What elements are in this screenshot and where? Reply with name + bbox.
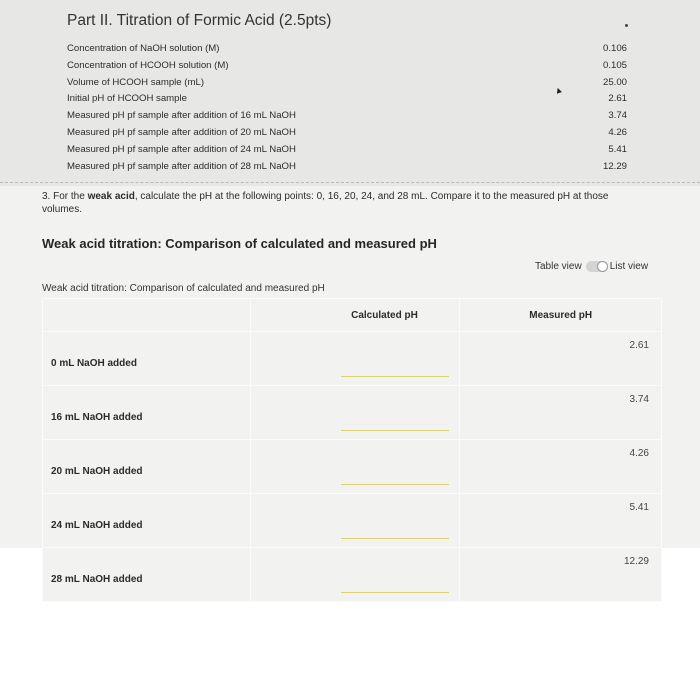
data-value: 12.29 [602, 160, 627, 172]
header-calculated-ph: Calculated pH [250, 299, 460, 332]
data-row [67, 107, 627, 124]
table-view-label[interactable]: Table view [535, 261, 582, 272]
data-row [67, 141, 627, 158]
table-caption: Weak acid titration: Comparison of calculated and measured pH [42, 283, 325, 294]
divider [0, 182, 700, 183]
row-label: 28 mL NaOH added [43, 548, 251, 602]
data-row [67, 90, 627, 107]
toggle-knob [597, 261, 608, 272]
calculated-ph-cell[interactable] [250, 332, 460, 386]
section-heading: Weak acid titration: Comparison of calculated and measured pH [42, 236, 437, 251]
table-row [43, 386, 662, 440]
data-label: Measured pH pf sample after addition of 28 mL NaOH [67, 160, 296, 172]
header-blank [43, 299, 251, 332]
data-value: 0.105 [602, 59, 627, 71]
dot-mark [625, 24, 628, 27]
data-label: Volume of HCOOH sample (mL) [67, 76, 205, 88]
data-value: 25.00 [602, 76, 627, 88]
data-value: 5.41 [608, 143, 627, 155]
measured-ph-value: 4.26 [460, 440, 662, 494]
table-row [43, 332, 662, 386]
calculated-ph-cell[interactable] [250, 548, 460, 602]
measured-ph-value: 3.74 [460, 386, 662, 440]
calculated-ph-cell[interactable] [250, 440, 460, 494]
row-label: 0 mL NaOH added [43, 332, 251, 386]
list-view-label[interactable]: List view [609, 261, 649, 272]
calculated-ph-cell[interactable] [250, 386, 460, 440]
data-label: Measured pH pf sample after addition of 16 mL NaOH [67, 110, 296, 122]
view-toggle[interactable] [535, 261, 648, 272]
data-label: Measured pH pf sample after addition of 24 mL NaOH [67, 143, 296, 155]
question-text [42, 191, 642, 217]
answer-blank[interactable] [341, 484, 449, 485]
table-header-row [43, 299, 662, 332]
comparison-table [42, 298, 662, 602]
data-row [67, 57, 627, 74]
data-row [67, 158, 627, 175]
table-row [43, 440, 662, 494]
answer-blank[interactable] [341, 376, 449, 377]
data-label: Concentration of NaOH solution (M) [67, 43, 220, 54]
measured-ph-value: 5.41 [460, 494, 662, 548]
table-row [43, 494, 662, 548]
data-label: Initial pH of HCOOH sample [67, 93, 187, 105]
answer-blank[interactable] [341, 592, 449, 593]
data-row [67, 40, 627, 57]
data-value: 3.74 [608, 110, 627, 122]
data-value: 0.106 [602, 43, 627, 54]
header-measured-ph: Measured pH [460, 299, 662, 332]
question-suffix: , calculate the pH at the following points: 0, 16, 20, 24, and 28 mL. Compare it to the measured pH at those volumes. [42, 191, 609, 215]
data-value: 4.26 [608, 126, 627, 138]
mouse-cursor-icon: ▲ [552, 83, 565, 97]
data-label: Measured pH pf sample after addition of 20 mL NaOH [67, 126, 296, 138]
question-bold: weak acid [87, 191, 135, 202]
data-label: Concentration of HCOOH solution (M) [67, 59, 229, 71]
measured-ph-value: 12.29 [460, 548, 662, 602]
data-value: 2.61 [608, 93, 627, 105]
toggle-switch[interactable] [586, 261, 608, 272]
table-row [43, 548, 662, 602]
answer-blank[interactable] [341, 538, 449, 539]
calculated-ph-cell[interactable] [250, 494, 460, 548]
row-label: 24 mL NaOH added [43, 494, 251, 548]
row-label: 16 mL NaOH added [43, 386, 251, 440]
measured-ph-value: 2.61 [460, 332, 662, 386]
row-label: 20 mL NaOH added [43, 440, 251, 494]
given-data-table [67, 40, 627, 174]
part-title: Part II. Titration of Formic Acid (2.5pts) [67, 12, 332, 29]
data-row [67, 124, 627, 141]
question-prefix: 3. For the [42, 191, 88, 202]
answer-blank[interactable] [341, 430, 449, 431]
data-row [67, 74, 627, 91]
